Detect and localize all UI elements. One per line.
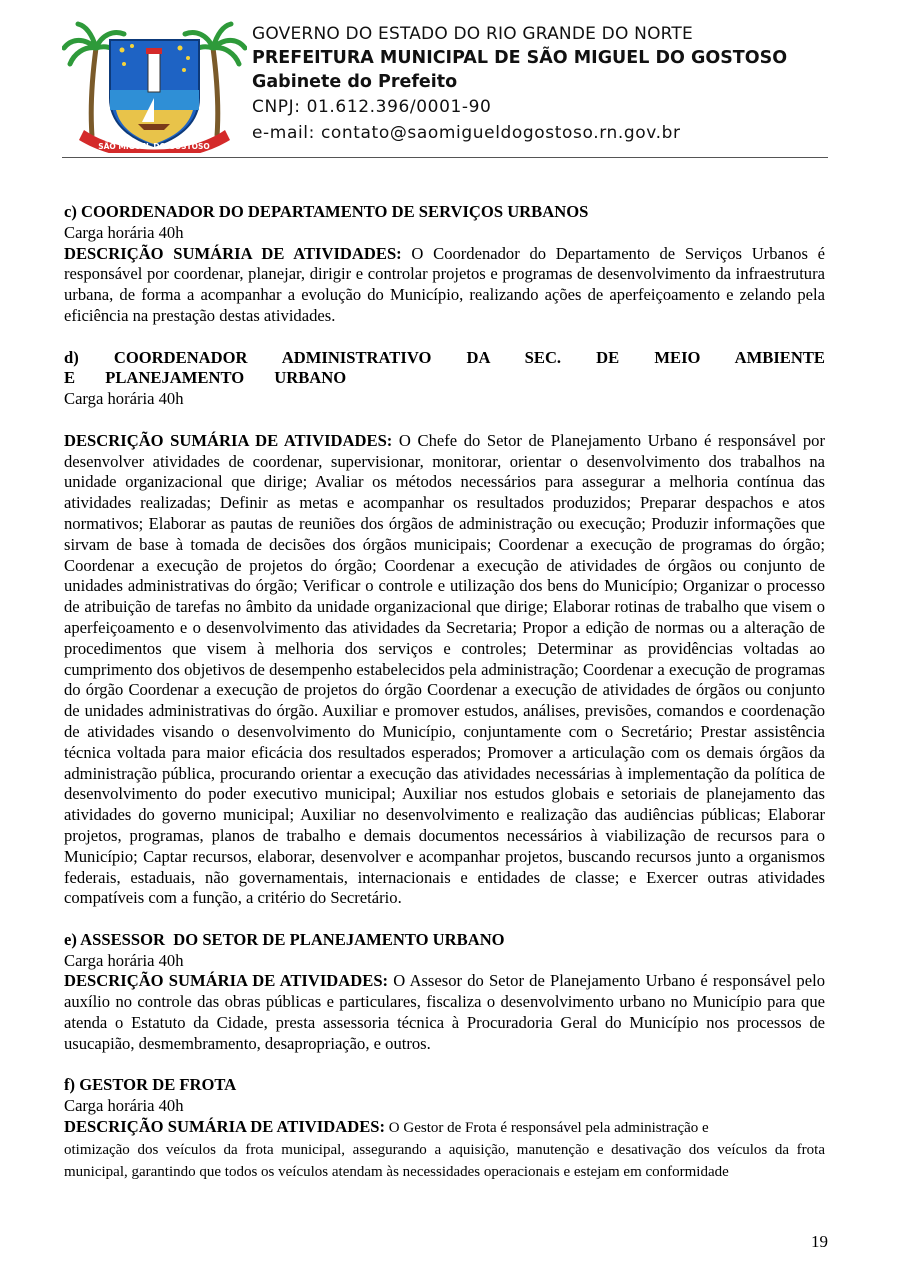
page-number: 19	[811, 1232, 828, 1251]
header-email[interactable]: e-mail: contato@saomigueldogostoso.rn.gov.br	[252, 123, 681, 143]
section-title: c) COORDENADOR DO DEPARTAMENTO DE SERVIÇOS URBANOS	[64, 202, 589, 221]
description-text: O Gestor de Frota é responsável pela administração e	[385, 1120, 709, 1137]
description-label: DESCRIÇÃO SUMÁRIA DE ATIVIDADES:	[64, 243, 402, 263]
section-d	[64, 348, 825, 910]
description-paragraph	[64, 1117, 825, 1182]
description-label: DESCRIÇÃO SUMÁRIA DE ATIVIDADES:	[64, 971, 389, 991]
workload: Carga horária 40h	[64, 950, 184, 970]
section-title: f) GESTOR DE FROTA	[64, 1075, 237, 1095]
document-body	[64, 202, 825, 1182]
description-label: DESCRIÇÃO SUMÁRIA DE ATIVIDADES:	[64, 1117, 386, 1137]
description-paragraph	[64, 971, 825, 1054]
description-text-continued: otimização dos veículos da frota municipal, assegurando a aquisição, manutenção e desativação dos veículos da frota municipal, garantindo que todos os veículos atendam às necessidades operacionais e estejam em conformidade	[64, 1141, 825, 1180]
description-text: O Chefe do Setor de Planejamento Urbano é responsável por desenvolver atividades de coordenar, supervisionar, monitorar, orientar o desenvolvimento dos trabalhos na unidade organizacional que dirige; Avaliar os métodos necessários para assegurar a melhoria contínua das atividades realizadas; Definir as metas e acompanhar os resultados produzidos; Preparar despachos e atos normativos; Elaborar as pautas de reuniões dos órgãos de administração ou execução; Produzir informações que sirvam de base à tomada de decisões dos órgãos municipais; Coordenar a execução de programas do órgão; Coordenar a execução de projetos do órgão; Coordenar a execução de atividades de órgãos ou conjunto de unidades administrativas do órgão; Verificar o controle e utilização dos bens do Município; Organizar o processo de atribuição de tarefas no âmbito da unidade organizacional que dirige; Elaborar rotinas de trabalho que visem o aperfeiçoamento e o desenvolvimento das atividades da Secretaria; Propor a edição de normas ou a alteração de procedimentos que visem à melhoria dos serviços e controles; Determinar as providências voltadas ao cumprimento dos objetivos de desempenho estabelecidos pela administração; Coordenar a execução de programas do órgão Coordenar a execução de projetos do órgão Coordenar a execução de atividades de órgãos ou conjunto de unidades administrativas do órgão. Auxiliar e promover estudos, análises, previsões, comandos e coordenação de atividades visando o desenvolvimento do Município, conjuntamente com o Secretário; Prestar assistência técnica voltada para maior eficácia dos resultados esperados; Promover a articulação com os demais órgãos da administração pública, procurando orientar a execução das atividades necessárias à implementação da política de desenvolvimento do poder executivo municipal; Auxiliar nos estudos globais e setoriais de planejamento das atividades do governo municipal; Auxiliar no desenvolvimento e realização das audiências públicas; Elaborar projetos, programas, planos de trabalho e demais documentos necessários à viabilização de recursos para o Município; Captar recursos, elaborar, desenvolver e acompanhar projetos, buscando recursos junto a organismos federais, estaduais, não governamentais, internacionais e entidades de classe; e Exercer outras atividades compatíveis com a função, a critério do Secretário.	[64, 430, 825, 908]
description-text: O Assesor do Setor de Planejamento Urbano é responsável pelo auxílio no controle das obras públicas e particulares, fiscaliza o desenvolvimento urbano no Município para que atenda o Estatuto da Cidade, presta assessoria técnica à Procuradoria Geral do Município nos processos de usucapião, desmembramento, desapropriação, e outros.	[64, 971, 825, 1053]
section-title: e) ASSESSOR DO SETOR DE PLANEJAMENTO URBANO	[64, 929, 505, 949]
description-text: O Coordenador do Departamento de Serviços Urbanos é responsável por coordenar, planejar, dirigir e controlar projetos e programas de desenvolvimento da infraestrutura urbana, de forma a acompanhar a evolução do Município, realizando ações de aperfeiçoamento e zelando pela eficiência na prestação destas atividades.	[64, 243, 825, 325]
municipal-coat-of-arms	[62, 18, 247, 153]
header-prefecture: PREFEITURA MUNICIPAL DE SÃO MIGUEL DO GOSTOSO	[252, 48, 788, 68]
section-c	[64, 202, 825, 327]
section-f	[64, 1075, 825, 1182]
workload: Carga horária 40h	[64, 222, 184, 242]
header-text-block	[252, 22, 787, 146]
header-office: Gabinete do Prefeito	[252, 72, 458, 92]
section-e	[64, 930, 825, 1055]
logo-ribbon-text: SÃO MIGUEL DO GOSTOSO	[98, 142, 210, 151]
header-government: GOVERNO DO ESTADO DO RIO GRANDE DO NORTE	[252, 24, 693, 44]
workload: Carga horária 40h	[64, 389, 184, 409]
description-label: DESCRIÇÃO SUMÁRIA DE ATIVIDADES:	[64, 430, 393, 450]
lighthouse-icon	[148, 52, 160, 92]
header-cnpj: CNPJ: 01.612.396/0001-90	[252, 97, 492, 117]
page-header	[62, 18, 828, 158]
description-paragraph	[64, 431, 825, 909]
description-paragraph	[64, 244, 825, 327]
header-divider	[62, 157, 828, 158]
section-title: d) COORDENADOR ADMINISTRATIVO DA SEC. DE MEIO AMBIENTE E PLANEJAMENTO URBANO	[64, 347, 825, 388]
workload: Carga horária 40h	[64, 1096, 184, 1116]
